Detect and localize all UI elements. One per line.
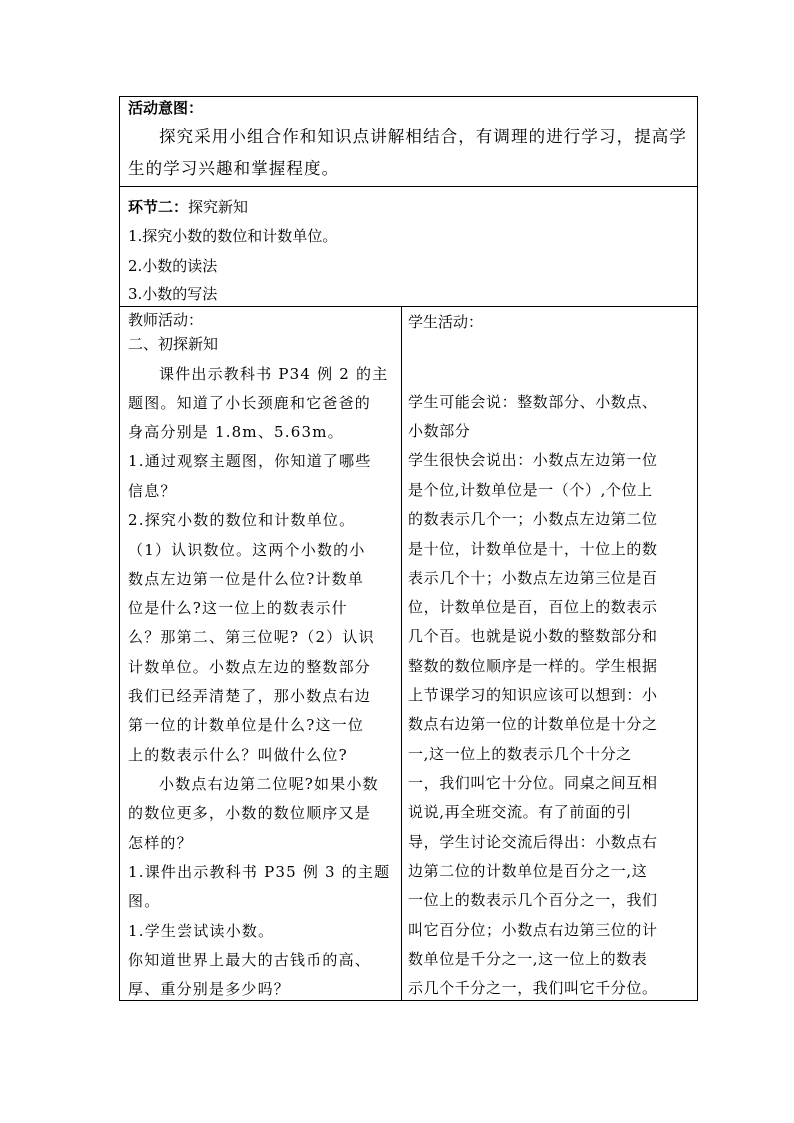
teacher-line: 信息？ [128,482,177,500]
student-line: 位，计数单位是百，百位上的数表示 [408,598,658,616]
student-line: 一位上的数表示几个百分之一，我们 [408,891,658,909]
student-line: 叫它百分位；小数点右边第三位的计 [408,921,658,939]
teacher-line: 第一位的计数单位是什么?这一位 [128,716,365,734]
student-line: 整数的数位顺序是一样的。学生根据 [408,657,658,675]
teacher-line: 1.课件出示教科书 P35 例 3 的主题 [128,863,391,881]
student-line: 数单位是千分之一,这一位上的数表 [408,950,648,968]
teacher-line: 课件出示教科书 P34 例 2 的主 [159,365,389,383]
stage-item-2: 2.小数的读法 [128,257,218,275]
student-line: 示几个千分之一，我们叫它千分位。 [408,979,658,997]
teacher-line: 计数单位。小数点左边的整数部分 [128,658,372,676]
student-line: 上节课学习的知识应该可以想到：小 [408,686,658,704]
stage-heading-text: 探究新知 [188,198,249,216]
stage-item-3: 3.小数的写法 [128,285,218,303]
stage-heading [128,197,248,217]
student-line: 边第二位的计数单位是百分之一,这 [408,862,648,880]
teacher-line: 题图。知道了小长颈鹿和它爸爸的 [128,394,372,412]
teacher-line: 位是什么?这一位上的数表示什 [128,599,348,617]
teacher-line: 上的数表示什么？叫做什么位? [128,746,348,764]
student-line: 学生可能会说：整数部分、小数点、 [408,393,658,411]
student-line: 的数表示几个一；小数点左边第二位 [408,510,658,528]
teacher-line: 教师活动： [128,311,204,329]
teacher-line: 怎样的？ [128,834,193,852]
teacher-line: 厚、重分别是多少吗？ [128,980,291,998]
student-line: 一，我们叫它十分位。同桌之间互相 [408,774,658,792]
teacher-line: 2.探究小数的数位和计数单位。 [128,511,356,529]
teacher-line: 么？那第二、第三位呢?（2）认识 [128,628,375,646]
teacher-line: 你知道世界上最大的古钱币的高、 [128,951,372,969]
intent-line-1: 探究采用小组合作和知识点讲解相结合，有调理的进行学习，提高学 [159,127,687,146]
student-line: 数点右边第一位的计数单位是十分之 [408,715,658,733]
student-line: 是个位,计数单位是一（个）,个位上 [408,481,653,499]
student-line: 几个百。也就是说小数的整数部分和 [408,627,658,645]
teacher-line: 小数点右边第二位呢?如果小数 [159,775,379,793]
student-line: 学生活动： [408,313,484,331]
student-line: 是十位，计数单位是十，十位上的数 [408,540,658,558]
teacher-line: 图。 [128,892,161,910]
intent-line-2: 生的学习兴趣和掌握程度。 [128,159,340,178]
column-divider [401,306,402,1001]
student-line: 表示几个十；小数点左边第三位是百 [408,569,658,587]
teacher-line: 身高分别是 1.8m、5.63m。 [128,423,344,441]
teacher-line: 二、初探新知 [128,335,219,353]
student-line: 导，学生讨论交流后得出：小数点右 [408,833,658,851]
teacher-line: （1）认识数位。这两个小数的小 [128,541,366,559]
stage-heading-label: 环节二： [128,198,189,216]
student-line: 一,这一位上的数表示几个十分之 [408,745,632,763]
teacher-line: 的数位更多，小数的数位顺序又是 [128,804,372,822]
intent-heading: 活动意图： [128,99,204,117]
teacher-line: 数点左边第一位是什么位?计数单 [128,570,365,588]
student-line: 说说,再全班交流。有了前面的引 [408,803,632,821]
teacher-line: 1.学生尝试读小数。 [128,922,275,940]
student-line: 小数部分 [408,422,471,440]
stage-item-1: 1.探究小数的数位和计数单位。 [128,227,338,245]
teacher-line: 我们已经弄清楚了，那小数点右边 [128,687,372,705]
teacher-line: 1.通过观察主题图，你知道了哪些 [128,452,372,470]
student-line: 学生很快会说出：小数点左边第一位 [408,451,658,469]
